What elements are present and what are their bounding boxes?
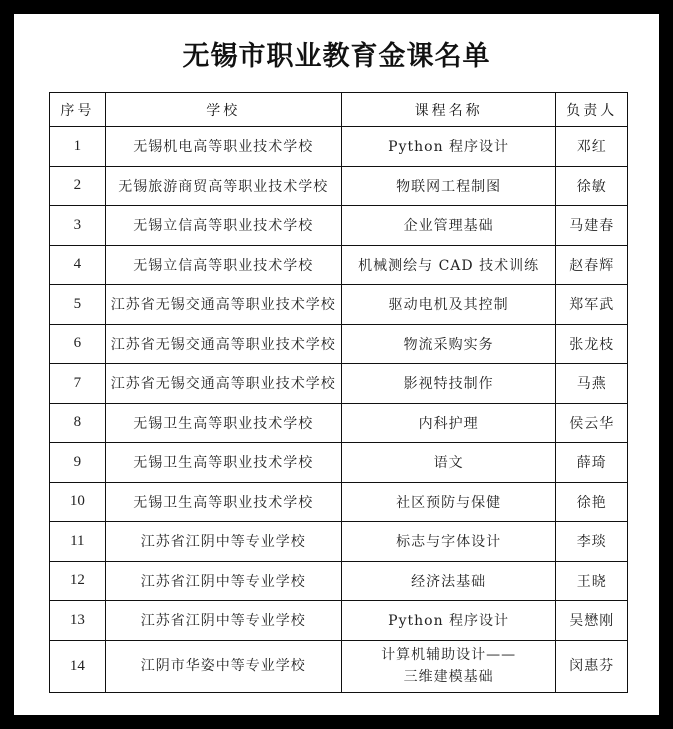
cell-school: 无锡机电高等职业技术学校 bbox=[105, 127, 341, 167]
cell-person: 马建春 bbox=[556, 206, 628, 246]
cell-course: 驱动电机及其控制 bbox=[341, 285, 556, 325]
cell-person: 王晓 bbox=[556, 561, 628, 601]
table-row bbox=[50, 403, 628, 443]
cell-course: 标志与字体设计 bbox=[341, 522, 556, 562]
cell-school: 无锡卫生高等职业技术学校 bbox=[105, 443, 341, 483]
cell-person: 徐敏 bbox=[556, 166, 628, 206]
cell-course bbox=[341, 640, 556, 692]
table-row bbox=[50, 640, 628, 692]
table-row bbox=[50, 522, 628, 562]
cell-person: 赵春辉 bbox=[556, 245, 628, 285]
cell-course: 经济法基础 bbox=[341, 561, 556, 601]
table-row bbox=[50, 285, 628, 325]
table-row bbox=[50, 561, 628, 601]
cell-course: 影视特技制作 bbox=[341, 364, 556, 404]
cell-person: 吴懋刚 bbox=[556, 601, 628, 641]
cell-school: 江苏省无锡交通高等职业技术学校 bbox=[105, 324, 341, 364]
cell-index: 4 bbox=[50, 245, 106, 285]
table-row bbox=[50, 601, 628, 641]
cell-index: 1 bbox=[50, 127, 106, 167]
cell-school: 江苏省江阴中等专业学校 bbox=[105, 522, 341, 562]
table-row bbox=[50, 166, 628, 206]
cell-school: 江苏省无锡交通高等职业技术学校 bbox=[105, 364, 341, 404]
cell-person: 郑军武 bbox=[556, 285, 628, 325]
cell-index: 9 bbox=[50, 443, 106, 483]
cell-school: 无锡卫生高等职业技术学校 bbox=[105, 482, 341, 522]
cell-school: 无锡立信高等职业技术学校 bbox=[105, 245, 341, 285]
course-line-2: 三维建模基础 bbox=[403, 669, 494, 685]
header-course: 课程名称 bbox=[341, 93, 556, 127]
cell-person: 李琰 bbox=[556, 522, 628, 562]
cell-person: 侯云华 bbox=[556, 403, 628, 443]
cell-index: 13 bbox=[50, 601, 106, 641]
document-page bbox=[14, 14, 659, 715]
cell-person: 薛琦 bbox=[556, 443, 628, 483]
cell-index: 7 bbox=[50, 364, 106, 404]
cell-index: 5 bbox=[50, 285, 106, 325]
cell-person: 张龙枝 bbox=[556, 324, 628, 364]
cell-school: 江苏省江阴中等专业学校 bbox=[105, 601, 341, 641]
table-row bbox=[50, 364, 628, 404]
cell-person: 徐艳 bbox=[556, 482, 628, 522]
cell-course: 社区预防与保健 bbox=[341, 482, 556, 522]
cell-course: 机械测绘与 CAD 技术训练 bbox=[341, 245, 556, 285]
cell-school: 江苏省无锡交通高等职业技术学校 bbox=[105, 285, 341, 325]
cell-course: 内科护理 bbox=[341, 403, 556, 443]
cell-index: 2 bbox=[50, 166, 106, 206]
cell-index: 3 bbox=[50, 206, 106, 246]
table-row bbox=[50, 206, 628, 246]
table-row bbox=[50, 443, 628, 483]
cell-person: 马燕 bbox=[556, 364, 628, 404]
header-person: 负责人 bbox=[556, 93, 628, 127]
cell-school: 江苏省江阴中等专业学校 bbox=[105, 561, 341, 601]
cell-index: 11 bbox=[50, 522, 106, 562]
cell-index: 10 bbox=[50, 482, 106, 522]
cell-index: 12 bbox=[50, 561, 106, 601]
header-school: 学校 bbox=[105, 93, 341, 127]
golden-course-table bbox=[49, 92, 628, 693]
table-row bbox=[50, 127, 628, 167]
table-row bbox=[50, 482, 628, 522]
table-header-row bbox=[50, 93, 628, 127]
cell-course: Python 程序设计 bbox=[341, 601, 556, 641]
course-line-1: 计算机辅助设计—— bbox=[381, 647, 517, 663]
cell-person: 邓红 bbox=[556, 127, 628, 167]
cell-course: 物流采购实务 bbox=[341, 324, 556, 364]
cell-school: 江阴市华姿中等专业学校 bbox=[105, 640, 341, 692]
cell-school: 无锡立信高等职业技术学校 bbox=[105, 206, 341, 246]
header-index: 序号 bbox=[50, 93, 106, 127]
cell-course: 物联网工程制图 bbox=[341, 166, 556, 206]
cell-school: 无锡旅游商贸高等职业技术学校 bbox=[105, 166, 341, 206]
cell-course: 企业管理基础 bbox=[341, 206, 556, 246]
cell-index: 6 bbox=[50, 324, 106, 364]
cell-course: Python 程序设计 bbox=[341, 127, 556, 167]
cell-person: 闵惠芬 bbox=[556, 640, 628, 692]
cell-index: 14 bbox=[50, 640, 106, 692]
table-row bbox=[50, 245, 628, 285]
cell-index: 8 bbox=[50, 403, 106, 443]
table-row bbox=[50, 324, 628, 364]
cell-course: 语文 bbox=[341, 443, 556, 483]
cell-school: 无锡卫生高等职业技术学校 bbox=[105, 403, 341, 443]
document-title: 无锡市职业教育金课名单 bbox=[182, 41, 491, 72]
